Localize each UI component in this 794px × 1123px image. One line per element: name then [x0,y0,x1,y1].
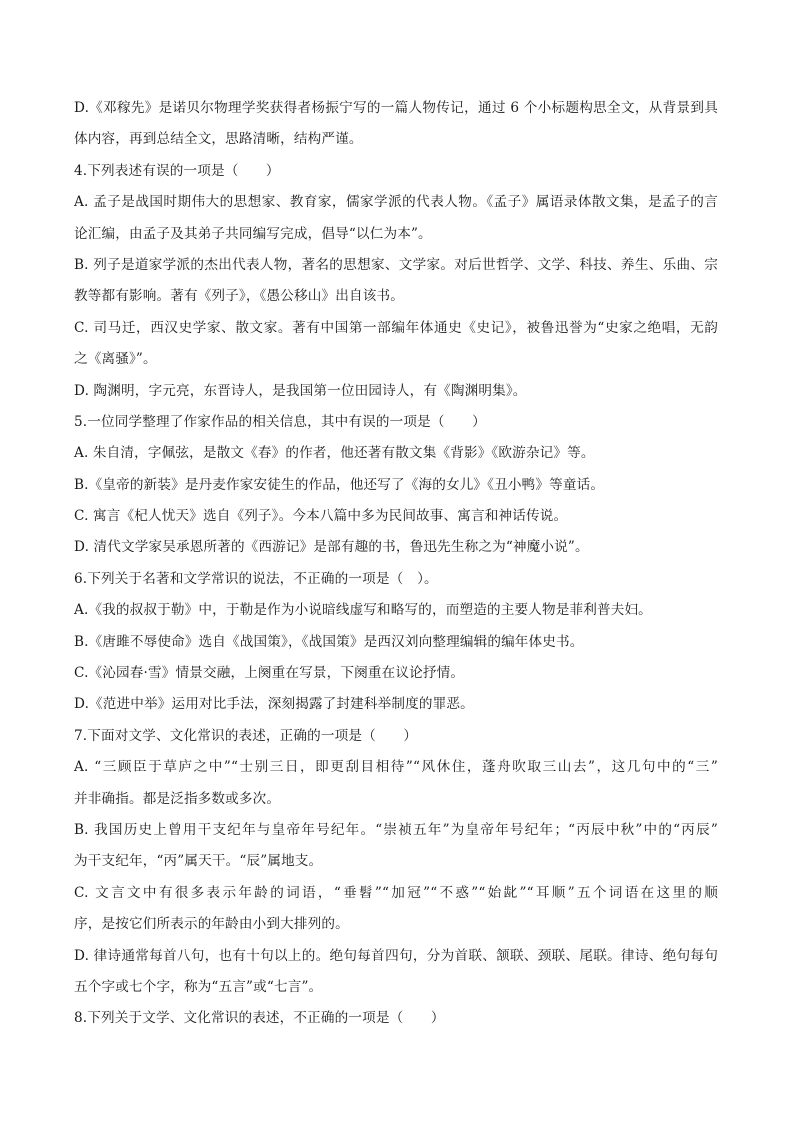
question-8-stem: 8.下列关于文学、文化常识的表述，不正确的一项是（ ） [74,1010,445,1027]
q4-option-c-line-1: C. 司马迁，西汉史学家、散文家。著有中国第一部编年体通史《史记》，被鲁迅誉为“史家之绝唱，无韵 [74,319,718,336]
q5-option-a: A. 朱自清，字佩弦，是散文《春》的作者，他还著有散文集《背影》《欧游杂记》等。 [74,445,595,462]
question-5-stem: 5.一位同学整理了作家作品的相关信息，其中有误的一项是（ ） [74,413,486,430]
q7-option-d-line-1: D. 律诗通常每首八句，也有十句以上的。绝句每首四句，分为首联、颔联、颈联、尾联。律诗、绝句每句 [74,947,718,964]
q4-option-a-line-1: A. 孟子是战国时期伟大的思想家、教育家，儒家学派的代表人物。《孟子》属语录体散文集，是孟子的言 [74,194,718,211]
q7-option-c-line-1: C. 文言文中有很多表示年龄的词语，“垂髫”“加冠”“不惑”“始龀”“耳顺”五个词语在这里的顺 [74,884,718,901]
q7-option-b-line-1: B. 我国历史上曾用干支纪年与皇帝年号纪年。“崇祯五年”为皇帝年号纪年；“丙辰中秋”中的“丙辰” [74,821,718,838]
q7-option-d-line-2: 五个字或七个字，称为“五言”或“七言”。 [74,978,323,995]
document-body [74,101,724,1043]
q5-option-c: C. 寓言《杞人忧天》选自《列子》。今本八篇中多为民间故事、寓言和神话传说。 [74,508,568,525]
q6-option-d: D.《范进中举》运用对比手法，深刻揭露了封建科举制度的罪恶。 [74,696,474,713]
q4-option-d: D. 陶渊明，字元亮，东晋诗人，是我国第一位田园诗人，有《陶渊明集》。 [74,382,527,399]
option-d-line-1: D.《邓稼先》是诺贝尔物理学奖获得者杨振宁写的一篇人物传记，通过 6 个小标题构思全文，从背景到具 [74,100,718,116]
q6-option-c: C.《沁园春·雪》情景交融，上阕重在写景，下阕重在议论抒情。 [74,665,465,682]
q7-option-b-line-2: 为干支纪年，“丙”属天干。“辰”属地支。 [74,853,323,870]
q7-option-a-line-2: 并非确指。都是泛指多数或多次。 [74,790,281,807]
question-7-stem: 7.下面对文学、文化常识的表述，正确的一项是（ ） [74,727,418,744]
q6-option-b: B.《唐雎不辱使命》选自《战国策》，《战国策》是西汉刘向整理编辑的编年体史书。 [74,633,584,650]
q4-option-b-line-2: 教等都有影响。著有《列子》，《愚公移山》出自该书。 [74,288,404,305]
q7-option-a-line-1: A. “三顾臣于草庐之中”“士别三日，即更刮目相待”“风休住，蓬舟吹取三山去”，这几句中的“三” [74,759,718,776]
q5-option-d: D. 清代文学家吴承恩所著的《西游记》是部有趣的书，鲁迅先生称之为“神魔小说”。 [74,539,589,556]
q6-option-a: A.《我的叔叔于勒》中，于勒是作为小说暗线虚写和略写的，而塑造的主要人物是菲利普夫妇。 [74,602,652,619]
q7-option-c-line-2: 序，是按它们所表示的年龄由小到大排列的。 [74,916,349,933]
question-4-stem: 4.下列表述有误的一项是（ ） [74,162,280,179]
q4-option-c-line-2: 之《离骚》”。 [74,351,157,368]
q4-option-a-line-2: 论汇编，由孟子及其弟子共同编写完成，倡导“以仁为本”。 [74,225,432,242]
q4-option-b-line-1: B. 列子是道家学派的杰出代表人物，著名的思想家、文学家。对后世哲学、文学、科技、养生、乐曲、宗 [74,256,718,273]
option-d-line-2: 体内容，再到总结全文，思路清晰，结构严谨。 [74,131,363,148]
q5-option-b: B.《皇帝的新装》是丹麦作家安徒生的作品，他还写了《海的女儿》《丑小鸭》等童话。 [74,476,605,493]
question-6-stem: 6.下列关于名著和文学常识的说法，不正确的一项是（ ）。 [74,570,438,587]
